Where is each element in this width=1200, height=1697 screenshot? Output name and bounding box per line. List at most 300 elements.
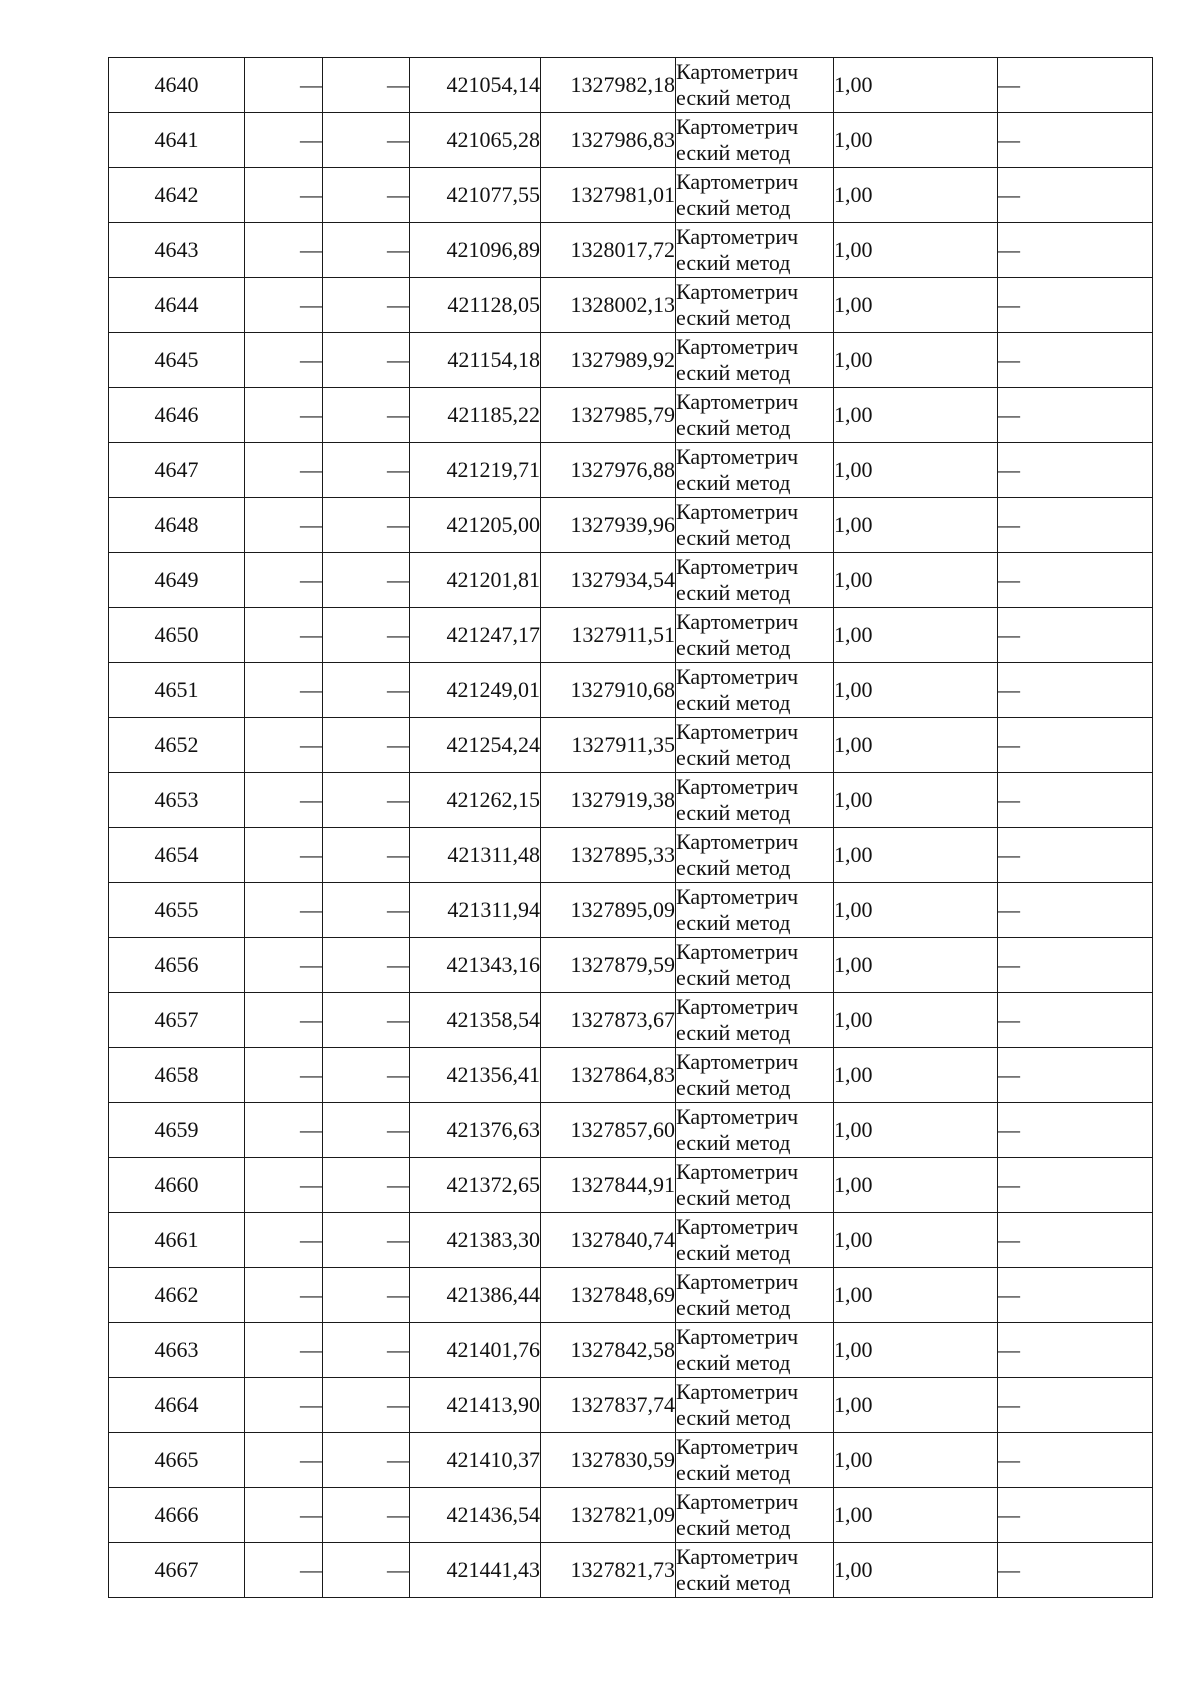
accuracy-cell: 1,00 [834, 1488, 998, 1543]
method-text-line-1: Картометрич [676, 1159, 799, 1184]
old-y-cell: — [323, 333, 410, 388]
x-coordinate-cell: 421311,94 [410, 883, 541, 938]
point-number-cell: 4658 [109, 1048, 245, 1103]
x-coordinate-cell: 421311,48 [410, 828, 541, 883]
point-number-cell: 4642 [109, 168, 245, 223]
method-text-line-1: Картометрич [676, 609, 799, 634]
accuracy-cell: 1,00 [834, 278, 998, 333]
point-number-cell: 4648 [109, 498, 245, 553]
point-number-cell: 4665 [109, 1433, 245, 1488]
table-row [109, 1158, 1153, 1213]
method-text-line-1: Картометрич [676, 279, 799, 304]
method-cell [676, 388, 834, 443]
description-cell: — [998, 1213, 1153, 1268]
old-y-cell: — [323, 883, 410, 938]
y-coordinate-cell: 1327830,59 [541, 1433, 676, 1488]
old-x-cell: — [245, 1213, 323, 1268]
description-cell: — [998, 718, 1153, 773]
x-coordinate-cell: 421247,17 [410, 608, 541, 663]
old-y-cell: — [323, 718, 410, 773]
method-cell [676, 333, 834, 388]
y-coordinate-cell: 1327989,92 [541, 333, 676, 388]
old-x-cell: — [245, 1048, 323, 1103]
old-x-cell: — [245, 883, 323, 938]
description-cell: — [998, 1488, 1153, 1543]
table-row [109, 1323, 1153, 1378]
old-y-cell: — [323, 828, 410, 883]
accuracy-cell: 1,00 [834, 553, 998, 608]
x-coordinate-cell: 421386,44 [410, 1268, 541, 1323]
method-cell [676, 883, 834, 938]
method-text-line-2: еский метод [676, 1075, 791, 1100]
old-x-cell: — [245, 498, 323, 553]
method-text-line-1: Картометрич [676, 1049, 799, 1074]
method-cell [676, 443, 834, 498]
y-coordinate-cell: 1327986,83 [541, 113, 676, 168]
description-cell: — [998, 278, 1153, 333]
point-number-cell: 4645 [109, 333, 245, 388]
accuracy-cell: 1,00 [834, 1378, 998, 1433]
accuracy-cell: 1,00 [834, 223, 998, 278]
method-text-line-2: еский метод [676, 195, 791, 220]
method-cell [676, 663, 834, 718]
old-y-cell: — [323, 388, 410, 443]
table-row [109, 1488, 1153, 1543]
description-cell: — [998, 663, 1153, 718]
method-cell [676, 828, 834, 883]
method-cell [676, 168, 834, 223]
table-row [109, 223, 1153, 278]
description-cell: — [998, 1048, 1153, 1103]
y-coordinate-cell: 1327821,73 [541, 1543, 676, 1598]
method-text-line-1: Картометрич [676, 389, 799, 414]
old-x-cell: — [245, 333, 323, 388]
method-text-line-1: Картометрич [676, 114, 799, 139]
point-number-cell: 4644 [109, 278, 245, 333]
method-cell [676, 1048, 834, 1103]
description-cell: — [998, 993, 1153, 1048]
table-row [109, 388, 1153, 443]
description-cell: — [998, 443, 1153, 498]
method-cell [676, 1268, 834, 1323]
point-number-cell: 4641 [109, 113, 245, 168]
method-text-line-2: еский метод [676, 800, 791, 825]
point-number-cell: 4649 [109, 553, 245, 608]
method-cell [676, 1543, 834, 1598]
x-coordinate-cell: 421372,65 [410, 1158, 541, 1213]
accuracy-cell: 1,00 [834, 773, 998, 828]
description-cell: — [998, 113, 1153, 168]
old-y-cell: — [323, 773, 410, 828]
method-text-line-2: еский метод [676, 1185, 791, 1210]
method-text-line-2: еский метод [676, 415, 791, 440]
x-coordinate-cell: 421383,30 [410, 1213, 541, 1268]
y-coordinate-cell: 1327976,88 [541, 443, 676, 498]
old-y-cell: — [323, 1323, 410, 1378]
table-row [109, 333, 1153, 388]
x-coordinate-cell: 421205,00 [410, 498, 541, 553]
y-coordinate-cell: 1327910,68 [541, 663, 676, 718]
y-coordinate-cell: 1327934,54 [541, 553, 676, 608]
old-x-cell: — [245, 828, 323, 883]
x-coordinate-cell: 421441,43 [410, 1543, 541, 1598]
method-text-line-1: Картометрич [676, 829, 799, 854]
old-y-cell: — [323, 498, 410, 553]
point-number-cell: 4653 [109, 773, 245, 828]
description-cell: — [998, 1378, 1153, 1433]
old-x-cell: — [245, 608, 323, 663]
old-y-cell: — [323, 278, 410, 333]
description-cell: — [998, 553, 1153, 608]
y-coordinate-cell: 1328017,72 [541, 223, 676, 278]
table-row [109, 1543, 1153, 1598]
point-number-cell: 4659 [109, 1103, 245, 1158]
method-cell [676, 278, 834, 333]
method-text-line-1: Картометрич [676, 59, 799, 84]
method-text-line-1: Картометрич [676, 1324, 799, 1349]
table-row [109, 828, 1153, 883]
method-cell [676, 938, 834, 993]
old-x-cell: — [245, 663, 323, 718]
method-text-line-1: Картометрич [676, 1489, 799, 1514]
method-text-line-2: еский метод [676, 305, 791, 330]
old-x-cell: — [245, 223, 323, 278]
method-text-line-2: еский метод [676, 470, 791, 495]
table-row [109, 718, 1153, 773]
x-coordinate-cell: 421154,18 [410, 333, 541, 388]
y-coordinate-cell: 1327840,74 [541, 1213, 676, 1268]
table-row [109, 938, 1153, 993]
method-text-line-2: еский метод [676, 1460, 791, 1485]
table-row [109, 1268, 1153, 1323]
x-coordinate-cell: 421376,63 [410, 1103, 541, 1158]
table-row [109, 168, 1153, 223]
accuracy-cell: 1,00 [834, 113, 998, 168]
method-text-line-1: Картометрич [676, 1544, 799, 1569]
point-number-cell: 4646 [109, 388, 245, 443]
accuracy-cell: 1,00 [834, 1268, 998, 1323]
method-text-line-1: Картометрич [676, 169, 799, 194]
x-coordinate-cell: 421410,37 [410, 1433, 541, 1488]
point-number-cell: 4647 [109, 443, 245, 498]
method-text-line-1: Картометрич [676, 334, 799, 359]
description-cell: — [998, 828, 1153, 883]
description-cell: — [998, 168, 1153, 223]
accuracy-cell: 1,00 [834, 663, 998, 718]
y-coordinate-cell: 1327821,09 [541, 1488, 676, 1543]
x-coordinate-cell: 421201,81 [410, 553, 541, 608]
accuracy-cell: 1,00 [834, 608, 998, 663]
old-x-cell: — [245, 773, 323, 828]
x-coordinate-cell: 421185,22 [410, 388, 541, 443]
accuracy-cell: 1,00 [834, 388, 998, 443]
method-text-line-2: еский метод [676, 1295, 791, 1320]
method-text-line-2: еский метод [676, 140, 791, 165]
y-coordinate-cell: 1327911,35 [541, 718, 676, 773]
old-x-cell: — [245, 58, 323, 113]
accuracy-cell: 1,00 [834, 1323, 998, 1378]
table-row [109, 663, 1153, 718]
x-coordinate-cell: 421077,55 [410, 168, 541, 223]
old-y-cell: — [323, 993, 410, 1048]
point-number-cell: 4664 [109, 1378, 245, 1433]
method-cell [676, 1433, 834, 1488]
point-number-cell: 4640 [109, 58, 245, 113]
y-coordinate-cell: 1327864,83 [541, 1048, 676, 1103]
method-text-line-2: еский метод [676, 85, 791, 110]
method-text-line-2: еский метод [676, 1130, 791, 1155]
method-text-line-1: Картометрич [676, 1104, 799, 1129]
point-number-cell: 4666 [109, 1488, 245, 1543]
y-coordinate-cell: 1327982,18 [541, 58, 676, 113]
y-coordinate-cell: 1327837,74 [541, 1378, 676, 1433]
accuracy-cell: 1,00 [834, 883, 998, 938]
method-text-line-2: еский метод [676, 855, 791, 880]
method-text-line-2: еский метод [676, 1405, 791, 1430]
table-row [109, 1103, 1153, 1158]
point-number-cell: 4657 [109, 993, 245, 1048]
point-number-cell: 4667 [109, 1543, 245, 1598]
method-text-line-1: Картометрич [676, 884, 799, 909]
x-coordinate-cell: 421413,90 [410, 1378, 541, 1433]
table-row [109, 443, 1153, 498]
description-cell: — [998, 58, 1153, 113]
table-body [109, 58, 1153, 1598]
point-number-cell: 4654 [109, 828, 245, 883]
old-y-cell: — [323, 443, 410, 498]
method-text-line-1: Картометрич [676, 1434, 799, 1459]
old-y-cell: — [323, 58, 410, 113]
accuracy-cell: 1,00 [834, 1213, 998, 1268]
method-cell [676, 1378, 834, 1433]
description-cell: — [998, 1543, 1153, 1598]
y-coordinate-cell: 1328002,13 [541, 278, 676, 333]
table-row [109, 1433, 1153, 1488]
description-cell: — [998, 1268, 1153, 1323]
description-cell: — [998, 1103, 1153, 1158]
description-cell: — [998, 608, 1153, 663]
point-number-cell: 4662 [109, 1268, 245, 1323]
old-x-cell: — [245, 1543, 323, 1598]
method-cell [676, 773, 834, 828]
y-coordinate-cell: 1327911,51 [541, 608, 676, 663]
old-y-cell: — [323, 663, 410, 718]
method-text-line-2: еский метод [676, 635, 791, 660]
accuracy-cell: 1,00 [834, 718, 998, 773]
old-y-cell: — [323, 1268, 410, 1323]
description-cell: — [998, 1323, 1153, 1378]
method-text-line-1: Картометрич [676, 1214, 799, 1239]
accuracy-cell: 1,00 [834, 1433, 998, 1488]
table-row [109, 608, 1153, 663]
method-text-line-1: Картометрич [676, 224, 799, 249]
description-cell: — [998, 1158, 1153, 1213]
method-text-line-2: еский метод [676, 690, 791, 715]
accuracy-cell: 1,00 [834, 443, 998, 498]
description-cell: — [998, 498, 1153, 553]
old-x-cell: — [245, 1378, 323, 1433]
method-cell [676, 1213, 834, 1268]
method-text-line-2: еский метод [676, 1350, 791, 1375]
method-text-line-2: еский метод [676, 1515, 791, 1540]
old-x-cell: — [245, 1103, 323, 1158]
old-x-cell: — [245, 553, 323, 608]
description-cell: — [998, 1433, 1153, 1488]
old-y-cell: — [323, 1103, 410, 1158]
x-coordinate-cell: 421249,01 [410, 663, 541, 718]
method-cell [676, 113, 834, 168]
method-cell [676, 1488, 834, 1543]
y-coordinate-cell: 1327879,59 [541, 938, 676, 993]
old-y-cell: — [323, 1158, 410, 1213]
point-number-cell: 4650 [109, 608, 245, 663]
method-text-line-1: Картометрич [676, 774, 799, 799]
accuracy-cell: 1,00 [834, 1543, 998, 1598]
old-y-cell: — [323, 113, 410, 168]
accuracy-cell: 1,00 [834, 1158, 998, 1213]
old-x-cell: — [245, 388, 323, 443]
method-text-line-2: еский метод [676, 525, 791, 550]
method-text-line-2: еский метод [676, 250, 791, 275]
x-coordinate-cell: 421356,41 [410, 1048, 541, 1103]
accuracy-cell: 1,00 [834, 333, 998, 388]
x-coordinate-cell: 421358,54 [410, 993, 541, 1048]
x-coordinate-cell: 421262,15 [410, 773, 541, 828]
old-y-cell: — [323, 608, 410, 663]
old-y-cell: — [323, 938, 410, 993]
old-y-cell: — [323, 1433, 410, 1488]
method-cell [676, 223, 834, 278]
x-coordinate-cell: 421343,16 [410, 938, 541, 993]
y-coordinate-cell: 1327873,67 [541, 993, 676, 1048]
method-cell [676, 58, 834, 113]
method-cell [676, 1158, 834, 1213]
table-row [109, 883, 1153, 938]
method-cell [676, 1323, 834, 1378]
table-row [109, 1378, 1153, 1433]
table-row [109, 113, 1153, 168]
method-text-line-1: Картометрич [676, 1269, 799, 1294]
table-row [109, 498, 1153, 553]
old-y-cell: — [323, 1488, 410, 1543]
table-row [109, 1213, 1153, 1268]
y-coordinate-cell: 1327844,91 [541, 1158, 676, 1213]
old-x-cell: — [245, 1268, 323, 1323]
y-coordinate-cell: 1327939,96 [541, 498, 676, 553]
accuracy-cell: 1,00 [834, 168, 998, 223]
method-text-line-2: еский метод [676, 965, 791, 990]
table-row [109, 993, 1153, 1048]
method-text-line-1: Картометрич [676, 1379, 799, 1404]
method-text-line-2: еский метод [676, 910, 791, 935]
old-x-cell: — [245, 168, 323, 223]
y-coordinate-cell: 1327919,38 [541, 773, 676, 828]
old-y-cell: — [323, 1543, 410, 1598]
y-coordinate-cell: 1327895,33 [541, 828, 676, 883]
accuracy-cell: 1,00 [834, 938, 998, 993]
old-y-cell: — [323, 553, 410, 608]
old-y-cell: — [323, 1048, 410, 1103]
y-coordinate-cell: 1327848,69 [541, 1268, 676, 1323]
old-y-cell: — [323, 1378, 410, 1433]
method-cell [676, 498, 834, 553]
method-text-line-2: еский метод [676, 580, 791, 605]
table-row [109, 1048, 1153, 1103]
old-x-cell: — [245, 993, 323, 1048]
description-cell: — [998, 223, 1153, 278]
method-cell [676, 553, 834, 608]
point-number-cell: 4652 [109, 718, 245, 773]
method-text-line-1: Картометрич [676, 664, 799, 689]
accuracy-cell: 1,00 [834, 993, 998, 1048]
old-x-cell: — [245, 718, 323, 773]
accuracy-cell: 1,00 [834, 498, 998, 553]
x-coordinate-cell: 421219,71 [410, 443, 541, 498]
method-text-line-1: Картометрич [676, 994, 799, 1019]
method-cell [676, 718, 834, 773]
x-coordinate-cell: 421436,54 [410, 1488, 541, 1543]
old-y-cell: — [323, 223, 410, 278]
coordinates-table [108, 57, 1153, 1598]
method-cell [676, 608, 834, 663]
method-text-line-1: Картометрич [676, 554, 799, 579]
old-x-cell: — [245, 1323, 323, 1378]
description-cell: — [998, 388, 1153, 443]
table-row [109, 553, 1153, 608]
x-coordinate-cell: 421065,28 [410, 113, 541, 168]
x-coordinate-cell: 421096,89 [410, 223, 541, 278]
table-row [109, 278, 1153, 333]
accuracy-cell: 1,00 [834, 828, 998, 883]
accuracy-cell: 1,00 [834, 1103, 998, 1158]
point-number-cell: 4655 [109, 883, 245, 938]
point-number-cell: 4656 [109, 938, 245, 993]
accuracy-cell: 1,00 [834, 58, 998, 113]
y-coordinate-cell: 1327857,60 [541, 1103, 676, 1158]
y-coordinate-cell: 1327842,58 [541, 1323, 676, 1378]
old-x-cell: — [245, 1158, 323, 1213]
point-number-cell: 4643 [109, 223, 245, 278]
old-x-cell: — [245, 113, 323, 168]
method-text-line-2: еский метод [676, 1570, 791, 1595]
method-cell [676, 1103, 834, 1158]
old-y-cell: — [323, 168, 410, 223]
old-x-cell: — [245, 278, 323, 333]
x-coordinate-cell: 421401,76 [410, 1323, 541, 1378]
method-cell [676, 993, 834, 1048]
method-text-line-2: еский метод [676, 360, 791, 385]
x-coordinate-cell: 421254,24 [410, 718, 541, 773]
method-text-line-1: Картометрич [676, 444, 799, 469]
point-number-cell: 4651 [109, 663, 245, 718]
old-y-cell: — [323, 1213, 410, 1268]
method-text-line-2: еский метод [676, 1240, 791, 1265]
point-number-cell: 4663 [109, 1323, 245, 1378]
description-cell: — [998, 938, 1153, 993]
old-x-cell: — [245, 1433, 323, 1488]
method-text-line-1: Картометрич [676, 499, 799, 524]
description-cell: — [998, 333, 1153, 388]
point-number-cell: 4661 [109, 1213, 245, 1268]
old-x-cell: — [245, 1488, 323, 1543]
method-text-line-2: еский метод [676, 1020, 791, 1045]
y-coordinate-cell: 1327981,01 [541, 168, 676, 223]
y-coordinate-cell: 1327985,79 [541, 388, 676, 443]
table-row [109, 58, 1153, 113]
y-coordinate-cell: 1327895,09 [541, 883, 676, 938]
method-text-line-1: Картометрич [676, 939, 799, 964]
old-x-cell: — [245, 938, 323, 993]
